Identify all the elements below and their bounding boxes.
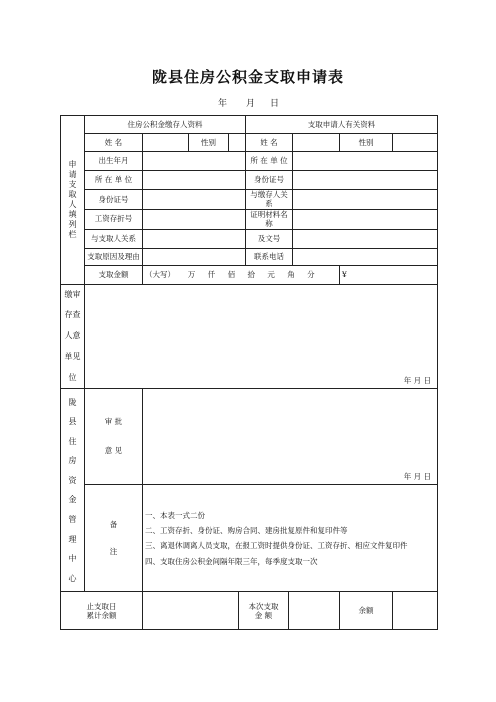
- depositor-opinion-date: 年 月 日: [403, 376, 431, 386]
- note-3: 三、离退休调离人员支取，在报工资时提供身份证、工资存折、相应文件复印件: [145, 541, 408, 551]
- phone-field[interactable]: [293, 248, 438, 265]
- balance-label: 余额: [340, 592, 393, 630]
- review-label-2: 意 见: [104, 445, 123, 455]
- cumulative-label-2: 累计余额: [86, 610, 117, 620]
- review-label-1: 审 批: [104, 417, 123, 427]
- amount-label: 支取金额: [85, 265, 143, 284]
- center-side-label: [61, 389, 85, 592]
- this-withdraw-label-2: 金 额: [254, 610, 273, 620]
- unit-bai: 佰: [227, 269, 236, 279]
- date-day: 日: [270, 99, 280, 109]
- depositor-workplace-label: 所 在 单 位: [85, 171, 143, 190]
- note-2: 二、工资存折、身份证、购房合同、建房批复原件和复印件等: [145, 526, 348, 536]
- depositor-birth-field[interactable]: [143, 152, 246, 171]
- date-year: 年: [218, 99, 228, 109]
- remark-label: [85, 485, 143, 592]
- relation-to-depositor-label: 与缴存人关系: [246, 190, 293, 210]
- withdrawer-name-label: 姓 名: [246, 134, 293, 152]
- amount-capital-label: （大写）: [145, 269, 175, 279]
- withdrawer-workplace-label: 所 在 单 位: [246, 152, 293, 171]
- cumulative-balance-field[interactable]: [143, 592, 239, 630]
- depositor-gender-field[interactable]: [229, 134, 246, 152]
- unit-wan: 万: [187, 269, 196, 279]
- cumulative-balance-label: [61, 592, 143, 630]
- proof-material-label: 证明材料名称: [246, 209, 293, 229]
- withdrawer-gender-label: 性别: [340, 134, 393, 152]
- amount-capital-field[interactable]: [143, 265, 340, 284]
- proof-number-label: 及文号: [246, 229, 293, 248]
- depositor-name-label: 姓 名: [85, 134, 143, 152]
- yen-sign: ¥: [342, 269, 347, 279]
- depositor-opinion-field[interactable]: [85, 284, 438, 389]
- applicant-side-label: [61, 116, 85, 285]
- unit-yuan: 元: [267, 269, 275, 279]
- center-side-text: 陇县住房资金管理中心: [68, 397, 77, 583]
- depositor-opinion-side-label: [61, 284, 85, 389]
- unit-qian: 仟: [207, 269, 216, 279]
- remark-label-2: 注: [109, 547, 118, 557]
- note-1: 一、本表一式二份: [145, 510, 205, 520]
- review-label: [85, 389, 143, 485]
- amount-number-field[interactable]: [340, 265, 438, 284]
- depositor-id-field[interactable]: [143, 190, 246, 210]
- application-form-table: [60, 115, 438, 630]
- unit-shi: 拾: [247, 269, 255, 279]
- depositor-gender-label: 性别: [189, 134, 229, 152]
- this-withdraw-field[interactable]: [289, 592, 340, 630]
- remark-notes: [143, 485, 438, 592]
- withdrawer-info-header: 支取申请人有关资料: [246, 116, 438, 134]
- proof-material-field[interactable]: [293, 209, 438, 229]
- review-date: 年 月 日: [403, 472, 431, 482]
- page-title: 陇县住房公积金支取申请表: [151, 68, 344, 86]
- depositor-id-label: 身份证号: [85, 190, 143, 210]
- applicant-side-text: 申请支取人填列栏: [68, 159, 77, 239]
- cumulative-label-1: 止支取日: [86, 601, 117, 611]
- depositor-workplace-field[interactable]: [143, 171, 246, 190]
- relation-to-withdrawer-field[interactable]: [143, 229, 246, 248]
- review-opinion-field[interactable]: [143, 389, 438, 485]
- date-month: 月: [246, 99, 256, 109]
- remark-label-1: 备: [109, 520, 118, 530]
- this-withdraw-label: [239, 592, 289, 630]
- reason-label: 支取原因及理由: [85, 248, 143, 265]
- balance-field[interactable]: [393, 592, 438, 630]
- deposit-book-field[interactable]: [143, 209, 246, 229]
- relation-to-depositor-field[interactable]: [293, 190, 438, 210]
- depositor-opinion-side-text: 缴审存查人意单见位: [64, 289, 81, 382]
- unit-fen: 分: [307, 269, 315, 279]
- withdrawer-workplace-field[interactable]: [293, 152, 438, 171]
- reason-field[interactable]: [143, 248, 246, 265]
- withdrawer-id-label: 身份证号: [246, 171, 293, 190]
- depositor-name-field[interactable]: [143, 134, 189, 152]
- unit-jiao: 角: [287, 269, 295, 279]
- phone-label: 联系电话: [246, 248, 293, 265]
- withdrawer-gender-field[interactable]: [393, 134, 438, 152]
- proof-number-field[interactable]: [293, 229, 438, 248]
- withdrawer-name-field[interactable]: [293, 134, 340, 152]
- relation-to-withdrawer-label: 与支取人关系: [85, 229, 143, 248]
- note-4: 四、支取住房公积金间隔年限三年，每季度支取一次: [145, 556, 318, 566]
- withdrawer-id-field[interactable]: [293, 171, 438, 190]
- this-withdraw-label-1: 本次支取: [248, 601, 279, 611]
- depositor-info-header: 住房公积金缴存人资料: [85, 116, 246, 134]
- depositor-birth-label: 出生年月: [85, 152, 143, 171]
- deposit-book-label: 工资存折号: [85, 209, 143, 229]
